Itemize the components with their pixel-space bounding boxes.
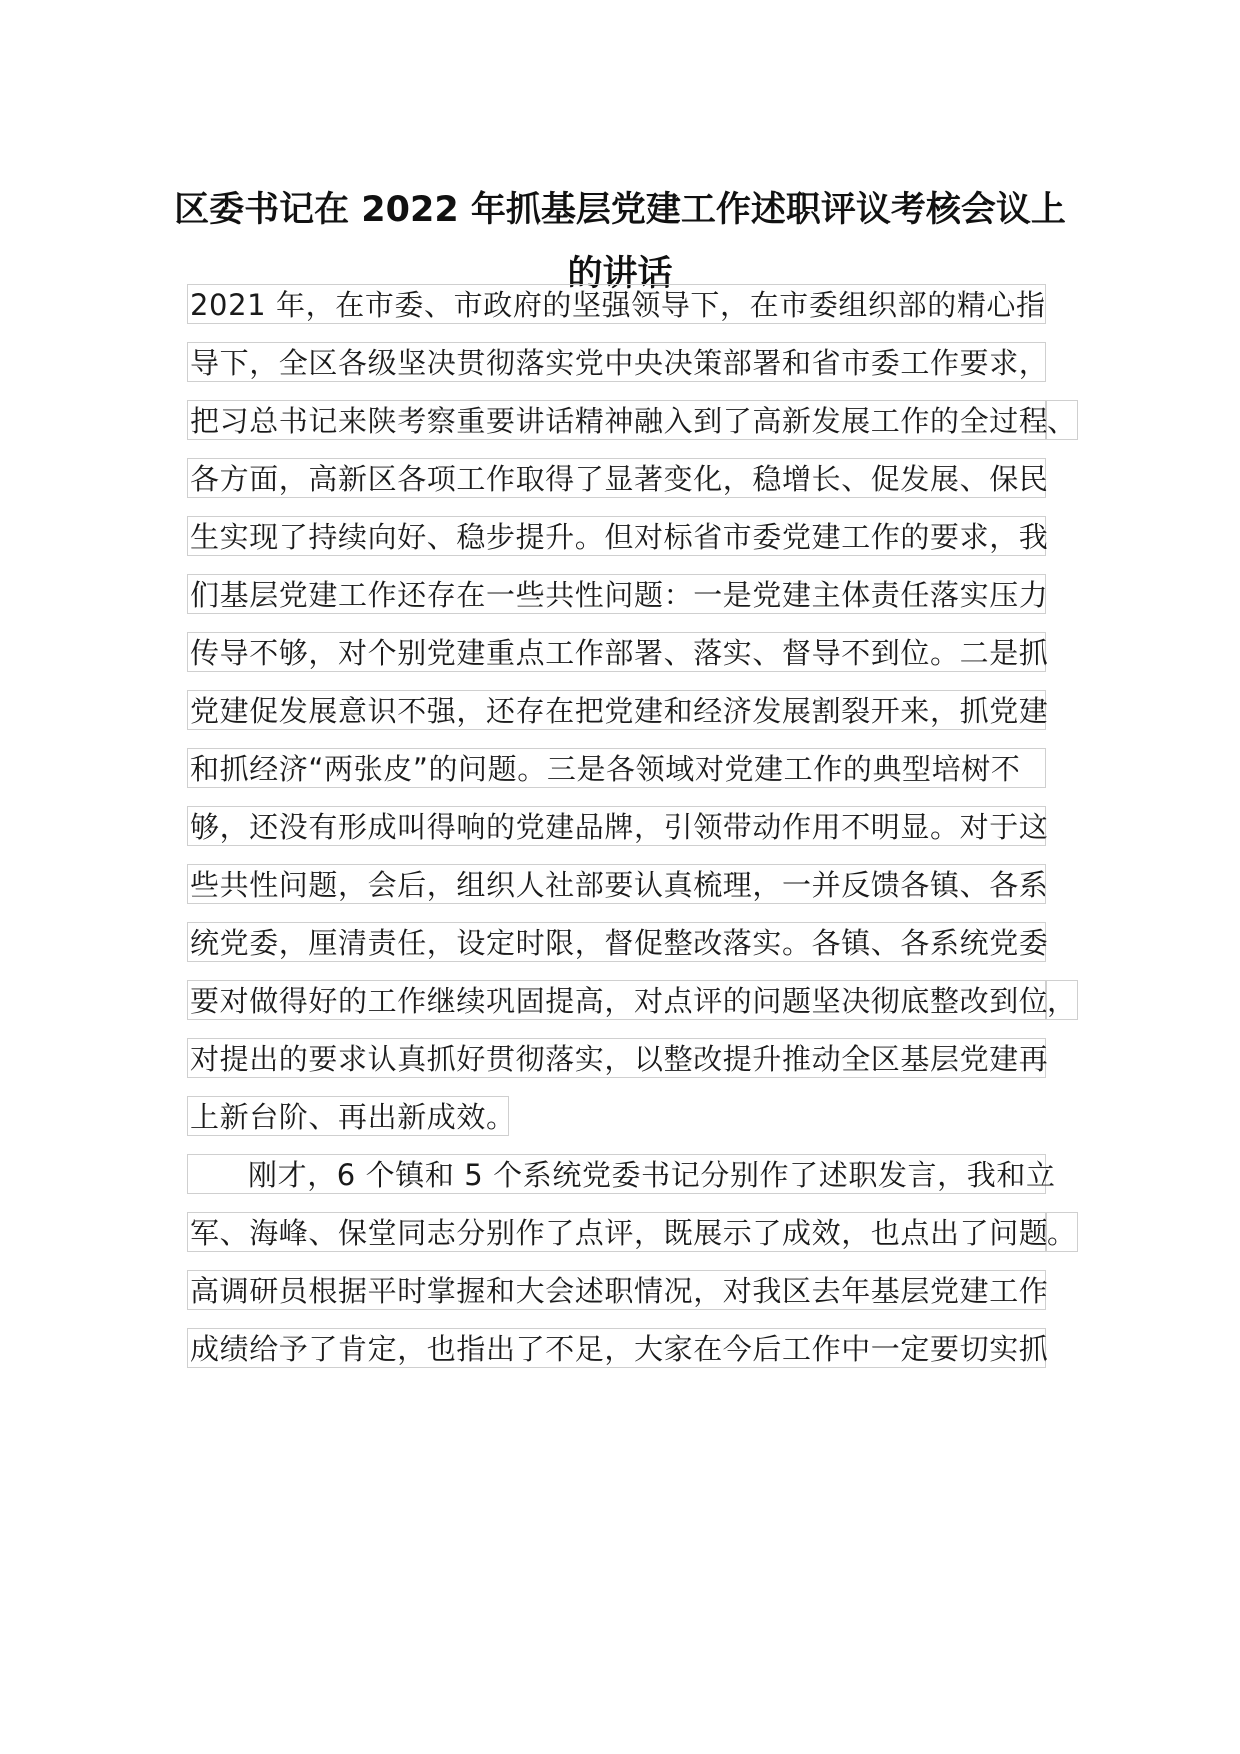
- body-text-line: 上新台阶、再出新成效。: [187, 1096, 509, 1136]
- body-text-line: 对提出的要求认真抓好贯彻落实，以整改提升推动全区基层党建再: [187, 1038, 1046, 1078]
- body-text-line: 些共性问题，会后，组织人社部要认真梳理，一并反馈各镇、各系: [187, 864, 1046, 904]
- body-text-line: 军、海峰、保堂同志分别作了点评，既展示了成效，也点出了问题: [187, 1212, 1046, 1252]
- overflow-punctuation: 、: [1046, 400, 1078, 440]
- body-text-line: 生实现了持续向好、稳步提升。但对标省市委党建工作的要求，我: [187, 516, 1046, 556]
- overflow-punctuation: ，: [1046, 980, 1078, 1020]
- body-text-line: 2021 年，在市委、市政府的坚强领导下，在市委组织部的精心指: [187, 284, 1046, 324]
- body-text-line: 各方面，高新区各项工作取得了显著变化，稳增长、促发展、保民: [187, 458, 1046, 498]
- body-text-line: 高调研员根据平时掌握和大会述职情况，对我区去年基层党建工作: [187, 1270, 1046, 1310]
- body-text-line: 传导不够，对个别党建重点工作部署、落实、督导不到位。二是抓: [187, 632, 1046, 672]
- body-text-line: 统党委，厘清责任，设定时限，督促整改落实。各镇、各系统党委: [187, 922, 1046, 962]
- body-text-line: 把习总书记来陕考察重要讲话精神融入到了高新发展工作的全过程: [187, 400, 1046, 440]
- body-text-line: 们基层党建工作还存在一些共性问题：一是党建主体责任落实压力: [187, 574, 1046, 614]
- body-text-line: 成绩给予了肯定，也指出了不足，大家在今后工作中一定要切实抓: [187, 1328, 1046, 1368]
- document-title: 区委书记在 2022 年抓基层党建工作述职评议考核会议上: [174, 190, 1066, 230]
- body-text-line: 党建促发展意识不强，还存在把党建和经济发展割裂开来，抓党建: [187, 690, 1046, 730]
- body-text-line: 和抓经济“两张皮”的问题。三是各领域对党建工作的典型培树不: [187, 748, 1046, 788]
- body-text-line: 够，还没有形成叫得响的党建品牌，引领带动作用不明显。对于这: [187, 806, 1046, 846]
- document-title-continued: 的讲话: [567, 254, 673, 294]
- body-text-line: 导下，全区各级坚决贯彻落实党中央决策部署和省市委工作要求，: [187, 342, 1046, 382]
- overflow-punctuation: 。: [1046, 1212, 1078, 1252]
- body-text-line: 要对做得好的工作继续巩固提高，对点评的问题坚决彻底整改到位: [187, 980, 1046, 1020]
- body-text-line: 刚才，6 个镇和 5 个系统党委书记分别作了述职发言，我和立: [187, 1154, 1046, 1194]
